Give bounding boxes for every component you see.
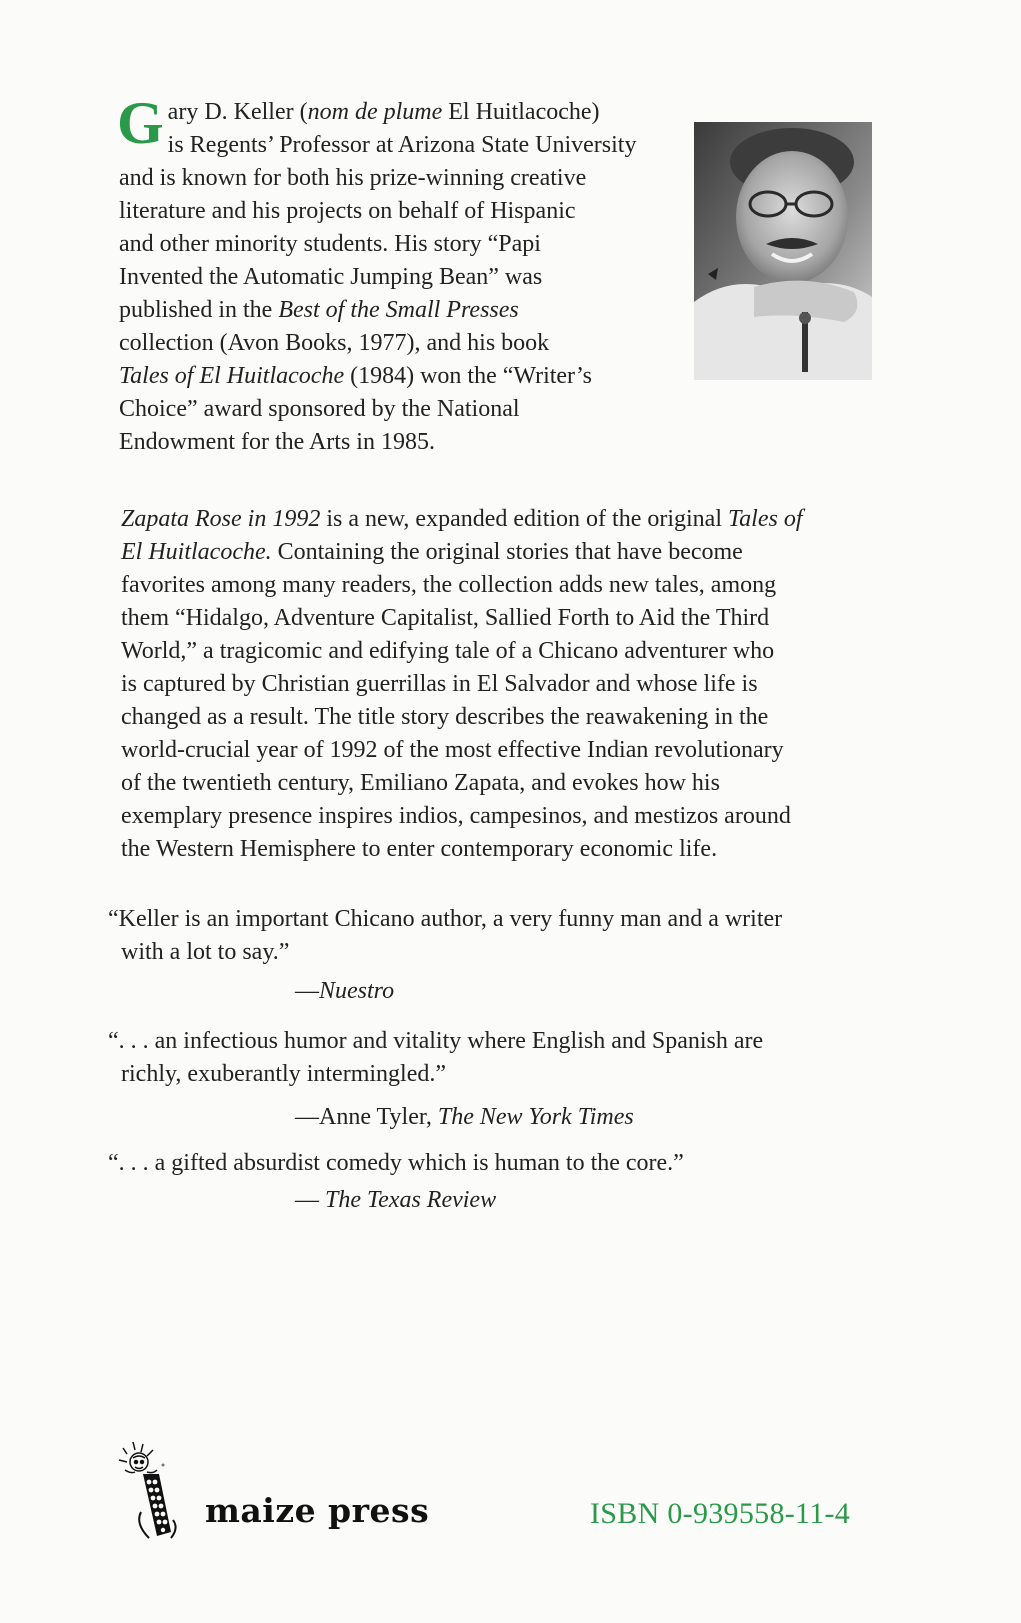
line-text: Choice” award sponsored by the National — [119, 396, 520, 422]
corn-cob-icon — [113, 1440, 197, 1540]
attribution-author: Anne Tyler, — [319, 1104, 438, 1130]
review-quote-3 — [108, 1147, 898, 1180]
attribution-source: The Texas Review — [325, 1187, 497, 1213]
bio-line — [119, 195, 659, 228]
description-line — [121, 800, 896, 833]
italic-title: nom de plume — [307, 99, 443, 125]
review-3-line-1: “. . . a gifted absurdist comedy which is human to the core.” — [108, 1150, 684, 1176]
description-line — [121, 569, 896, 602]
line-text: of the twentieth century, Emiliano Zapata, and evokes how his — [121, 770, 720, 796]
line-text: El Huitlacoche) — [442, 99, 600, 125]
bio-line — [119, 261, 659, 294]
description-line — [121, 668, 896, 701]
bio-lines — [117, 90, 659, 459]
bio-line — [119, 360, 659, 393]
attribution-dash: — — [295, 1187, 325, 1213]
description-line — [121, 701, 896, 734]
line-text: them “Hidalgo, Adventure Capitalist, Sallied Forth to Aid the Third — [121, 605, 770, 631]
review-1-attribution — [295, 975, 394, 1008]
line-text: Endowment for the Arts in 1985. — [119, 429, 435, 455]
review-1-line-2: with a lot to say.” — [121, 939, 290, 965]
line-text: and other minority students. His story “Papi — [119, 231, 541, 257]
italic-title: Zapata Rose in 1992 — [121, 506, 321, 532]
review-1-line-1: “Keller is an important Chicano author, a very funny man and a writer — [108, 906, 783, 932]
line-text: is a new, expanded edition of the original — [320, 506, 729, 532]
description-line — [121, 536, 896, 569]
review-2-line-1: “. . . an infectious humor and vitality where English and Spanish are — [108, 1028, 764, 1054]
review-quote-1 — [108, 903, 898, 969]
review-2-line-2: richly, exuberantly intermingled.” — [121, 1061, 446, 1087]
bio-line — [119, 162, 659, 195]
description-line — [121, 635, 896, 668]
line-text: changed as a result. The title story describes the reawakening in the — [121, 704, 769, 730]
line-text: the Western Hemisphere to enter contemporary economic life. — [121, 836, 718, 862]
line-text: published in the — [119, 297, 279, 323]
line-text: literature and his projects on behalf of Hispanic — [119, 198, 576, 224]
line-text: and is known for both his prize-winning creative — [119, 165, 587, 191]
attribution-dash: — — [295, 1104, 319, 1130]
publisher-name: maize press — [205, 1491, 430, 1530]
description-line — [121, 602, 896, 635]
bio-line — [119, 393, 659, 426]
attribution-source: Nuestro — [319, 978, 395, 1004]
line-text: Containing the original stories that have become — [271, 539, 743, 565]
review-quote-2 — [108, 1025, 898, 1091]
bio-line — [119, 228, 659, 261]
description-lines — [121, 503, 896, 866]
line-text: ary D. Keller ( — [167, 99, 308, 125]
isbn: ISBN 0-939558-11-4 — [590, 1497, 851, 1530]
description-line — [121, 767, 896, 800]
italic-title: Tales of El Huitlacoche — [119, 363, 345, 389]
italic-title: Best of the Small Presses — [278, 297, 519, 323]
line-text: (1984) won the “Writer’s — [344, 363, 592, 389]
bio-line — [119, 129, 659, 162]
line-text: favorites among many readers, the collection adds new tales, among — [121, 572, 777, 598]
bio-line — [119, 327, 659, 360]
description-line — [121, 833, 896, 866]
line-text: is Regents’ Professor at Arizona State University — [167, 132, 637, 158]
drop-cap: G — [117, 90, 164, 156]
bio-line — [119, 96, 659, 129]
attribution-dash: — — [295, 978, 319, 1004]
line-text: World,” a tragicomic and edifying tale of a Chicano adventurer who — [121, 638, 775, 664]
line-text: exemplary presence inspires indios, campesinos, and mestizos around — [121, 803, 791, 829]
description-line — [121, 503, 896, 536]
author-photo — [694, 122, 872, 380]
italic-title: Tales of — [728, 506, 803, 532]
review-2-attribution — [295, 1101, 634, 1134]
bio-line — [119, 426, 659, 459]
book-description — [121, 503, 896, 866]
line-text: is captured by Christian guerrillas in El Salvador and whose life is — [121, 671, 758, 697]
description-line — [121, 734, 896, 767]
italic-title: El Huitlacoche. — [121, 539, 272, 565]
line-text: collection (Avon Books, 1977), and his book — [119, 330, 550, 356]
line-text: world-crucial year of 1992 of the most effective Indian revolutionary — [121, 737, 784, 763]
publisher-logo — [113, 1440, 443, 1540]
author-portrait-icon — [694, 122, 872, 380]
attribution-source: The New York Times — [437, 1104, 634, 1130]
line-text: Invented the Automatic Jumping Bean” was — [119, 264, 543, 290]
bio-line — [119, 294, 659, 327]
review-3-attribution — [295, 1184, 496, 1217]
author-bio — [117, 90, 659, 459]
